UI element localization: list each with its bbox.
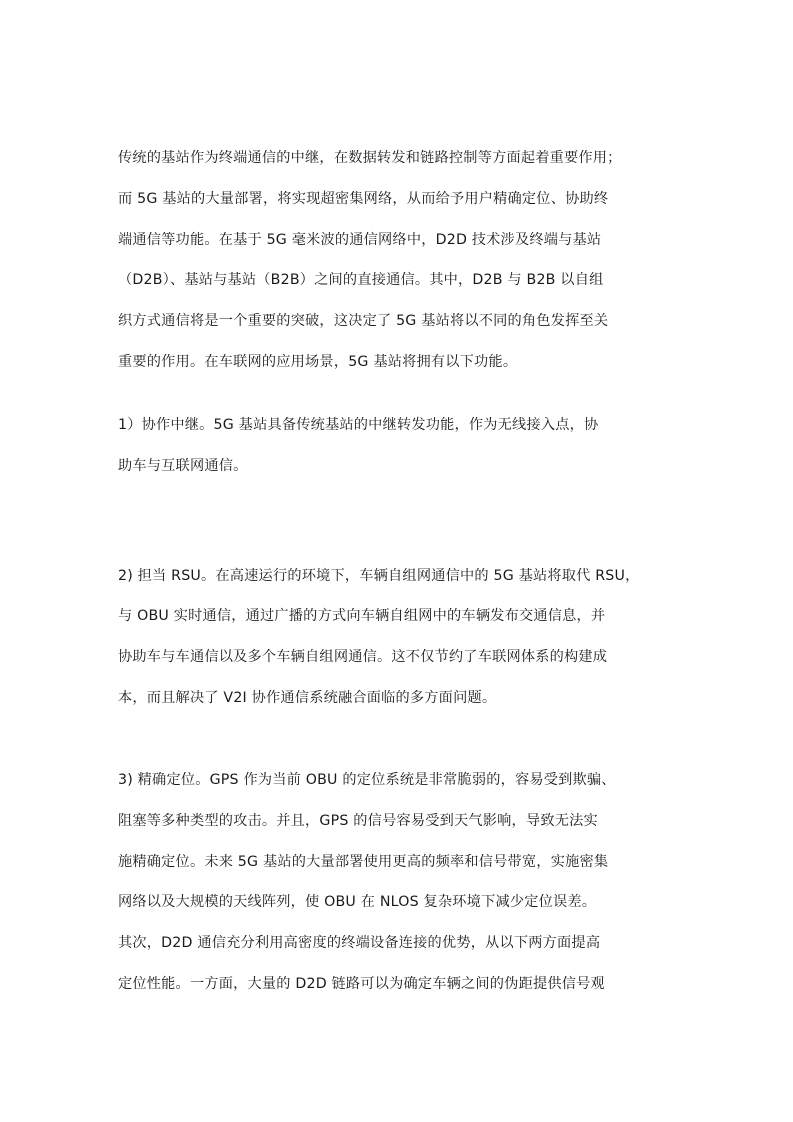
- paragraph-1-line-3: 端通信等功能。在基于 5G 毫米波的通信网络中，D2D 技术涉及终端与基站: [118, 232, 602, 248]
- paragraph-3-line-3: 协助车与车通信以及多个车辆自组网通信。这不仅节约了车联网体系的构建成: [118, 649, 608, 665]
- paragraph-4-line-4: 网络以及大规模的天线阵列，使 OBU 在 NLOS 复杂环境下减少定位误差。: [118, 894, 597, 910]
- paragraph-4-line-6: 定位性能。一方面，大量的 D2D 链路可以为确定车辆之间的伪距提供信号观: [118, 976, 605, 992]
- paragraph-2-line-2: 助车与互联网通信。: [118, 458, 248, 474]
- paragraph-4-line-5: 其次，D2D 通信充分利用高密度的终端设备连接的优势，从以下两方面提高: [118, 935, 601, 951]
- paragraph-2-line-1: 1）协作中继。5G 基站具备传统基站的中继转发功能，作为无线接入点，协: [118, 417, 599, 433]
- paragraph-3-line-1: 2) 担当 RSU。在高速运行的环境下，车辆自组网通信中的 5G 基站将取代 RSU，: [118, 568, 640, 584]
- paragraph-4-line-1: 3) 精确定位。GPS 作为当前 OBU 的定位系统是非常脆弱的，容易受到欺骗、: [118, 772, 616, 788]
- paragraph-1-line-2: 而 5G 基站的大量部署，将实现超密集网络，从而给予用户精确定位、协助终: [118, 191, 609, 207]
- paragraph-3-line-4: 本，而且解决了 V2I 协作通信系统融合面临的多方面问题。: [118, 690, 497, 706]
- paragraph-1-line-4: （D2B）、基站与基站（B2B）之间的直接通信。其中，D2B 与 B2B 以自组: [118, 272, 604, 288]
- paragraph-1-line-6: 重要的作用。在车联网的应用场景，5G 基站将拥有以下功能。: [118, 354, 518, 370]
- paragraph-4-line-2: 阻塞等多种类型的攻击。并且，GPS 的信号容易受到天气影响，导致无法实: [118, 813, 598, 829]
- paragraph-1-line-1: 传统的基站作为终端通信的中继，在数据转发和链路控制等方面起着重要作用；: [118, 150, 622, 166]
- paragraph-3-line-2: 与 OBU 实时通信，通过广播的方式向车辆自组网中的车辆发布交通信息，并: [118, 608, 606, 624]
- paragraph-1-line-5: 织方式通信将是一个重要的突破，这决定了 5G 基站将以不同的角色发挥至关: [118, 313, 609, 329]
- paragraph-4-line-3: 施精确定位。未来 5G 基站的大量部署使用更高的频率和信号带宽，实施密集: [118, 854, 609, 870]
